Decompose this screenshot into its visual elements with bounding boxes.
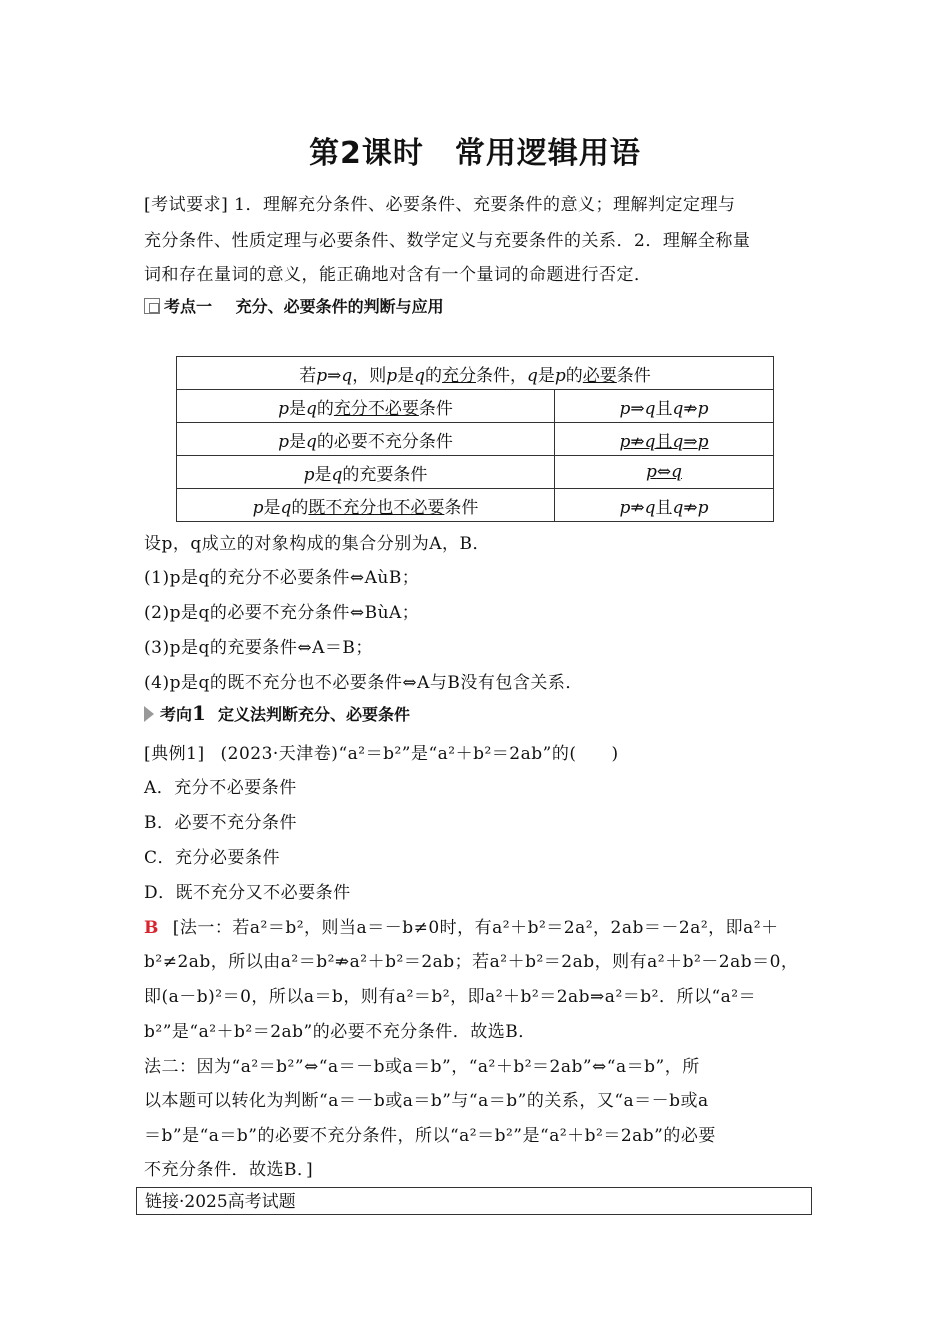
option-b: B．必要不充分条件 [144,813,297,833]
sets-item-3: (3)p是q的充要条件⇔A＝B； [144,638,373,658]
table-cell: p⇏q且q⇏p [555,489,774,522]
solution-line-3: 即(a－b)²＝0，所以a＝b，则有a²＝b²，即a²＋b²＝2ab⇒a²＝b²．所以“a²＝ [144,987,757,1007]
page-title: 第2课时 常用逻辑用语 [309,136,641,171]
option-a: A．充分不必要条件 [144,778,297,798]
sets-item-2: (2)p是q的必要不充分条件⇔BùA； [144,603,420,623]
solution-line-1: B [法一：若a²＝b²，则当a＝－b≠0时，有a²＋b²＝2a²，2ab＝－2a²，即a²＋ [144,918,779,938]
conditions-table [176,356,774,522]
sets-intro: 设p，q成立的对象构成的集合分别为A，B． [144,534,491,554]
table-cell: p⇔q [555,456,774,489]
table-cell: p是q的充要条件 [177,456,555,489]
option-c: C．充分必要条件 [144,848,281,868]
table-row [177,456,774,489]
example-question: [典例1] (2023·天津卷)“a²＝b²”是“a²＋b²＝2ab”的( ) [144,744,619,764]
solution-line-8: 不充分条件．故选B．] [144,1160,314,1180]
requirements-line-2: 充分条件、性质定理与必要条件、数学定义与充要条件的关系．2．理解全称量 [144,231,751,251]
kaoxiang-heading: 考向1 定义法判断充分、必要条件 [144,701,410,725]
table-header-cell: 若p⇒q，则p是q的充分条件，q是p的必要条件 [177,357,774,390]
table-cell: p⇏q且q⇒p [555,423,774,456]
table-cell: p⇒q且q⇏p [555,390,774,423]
solution-line-6: 以本题可以转化为判断“a＝－b或a＝b”与“a＝b”的关系，又“a＝－b或a [144,1091,709,1111]
sets-item-4: (4)p是q的既不充分也不必要条件⇔A与B没有包含关系． [144,673,583,693]
solution-line-5: 法二：因为“a²＝b²”⇔“a＝－b或a＝b”，“a²＋b²＝2ab”⇔“a＝b”，所 [144,1057,700,1077]
solution-line-7: ＝b”是“a＝b”的必要不充分条件，所以“a²＝b²”是“a²＋b²＝2ab”的必要 [144,1126,716,1146]
table-header-row [177,357,774,390]
solution-line-4: b²”是“a²＋b²＝2ab”的必要不充分条件．故选B． [144,1022,536,1042]
section-icon [144,298,160,314]
requirements-line-1: [考试要求] 1．理解充分条件、必要条件、充要条件的意义；理解判定定理与 [144,195,736,215]
table-row [177,489,774,522]
section-heading: 考点一 充分、必要条件的判断与应用 [144,294,444,317]
solution-line-2: b²≠2ab，所以由a²＝b²⇏a²＋b²＝2ab；若a²＋b²＝2ab，则有a²＋b²－2ab＝0， [144,952,799,972]
link-box[interactable]: 链接·2025高考试题 [136,1187,812,1215]
requirements-line-3: 词和存在量词的意义，能正确地对含有一个量词的命题进行否定． [144,265,652,285]
answer-letter: B [144,918,159,938]
option-d: D．既不充分又不必要条件 [144,883,351,903]
sets-item-1: (1)p是q的充分不必要条件⇔AùB； [144,568,420,588]
table-cell: p是q的必要不充分条件 [177,423,555,456]
table-cell: p是q的既不充分也不必要条件 [177,489,555,522]
triangle-icon [144,706,154,722]
table-row [177,423,774,456]
table-cell: p是q的充分不必要条件 [177,390,555,423]
table-row [177,390,774,423]
requirements-label: [考试要求] [144,195,229,215]
